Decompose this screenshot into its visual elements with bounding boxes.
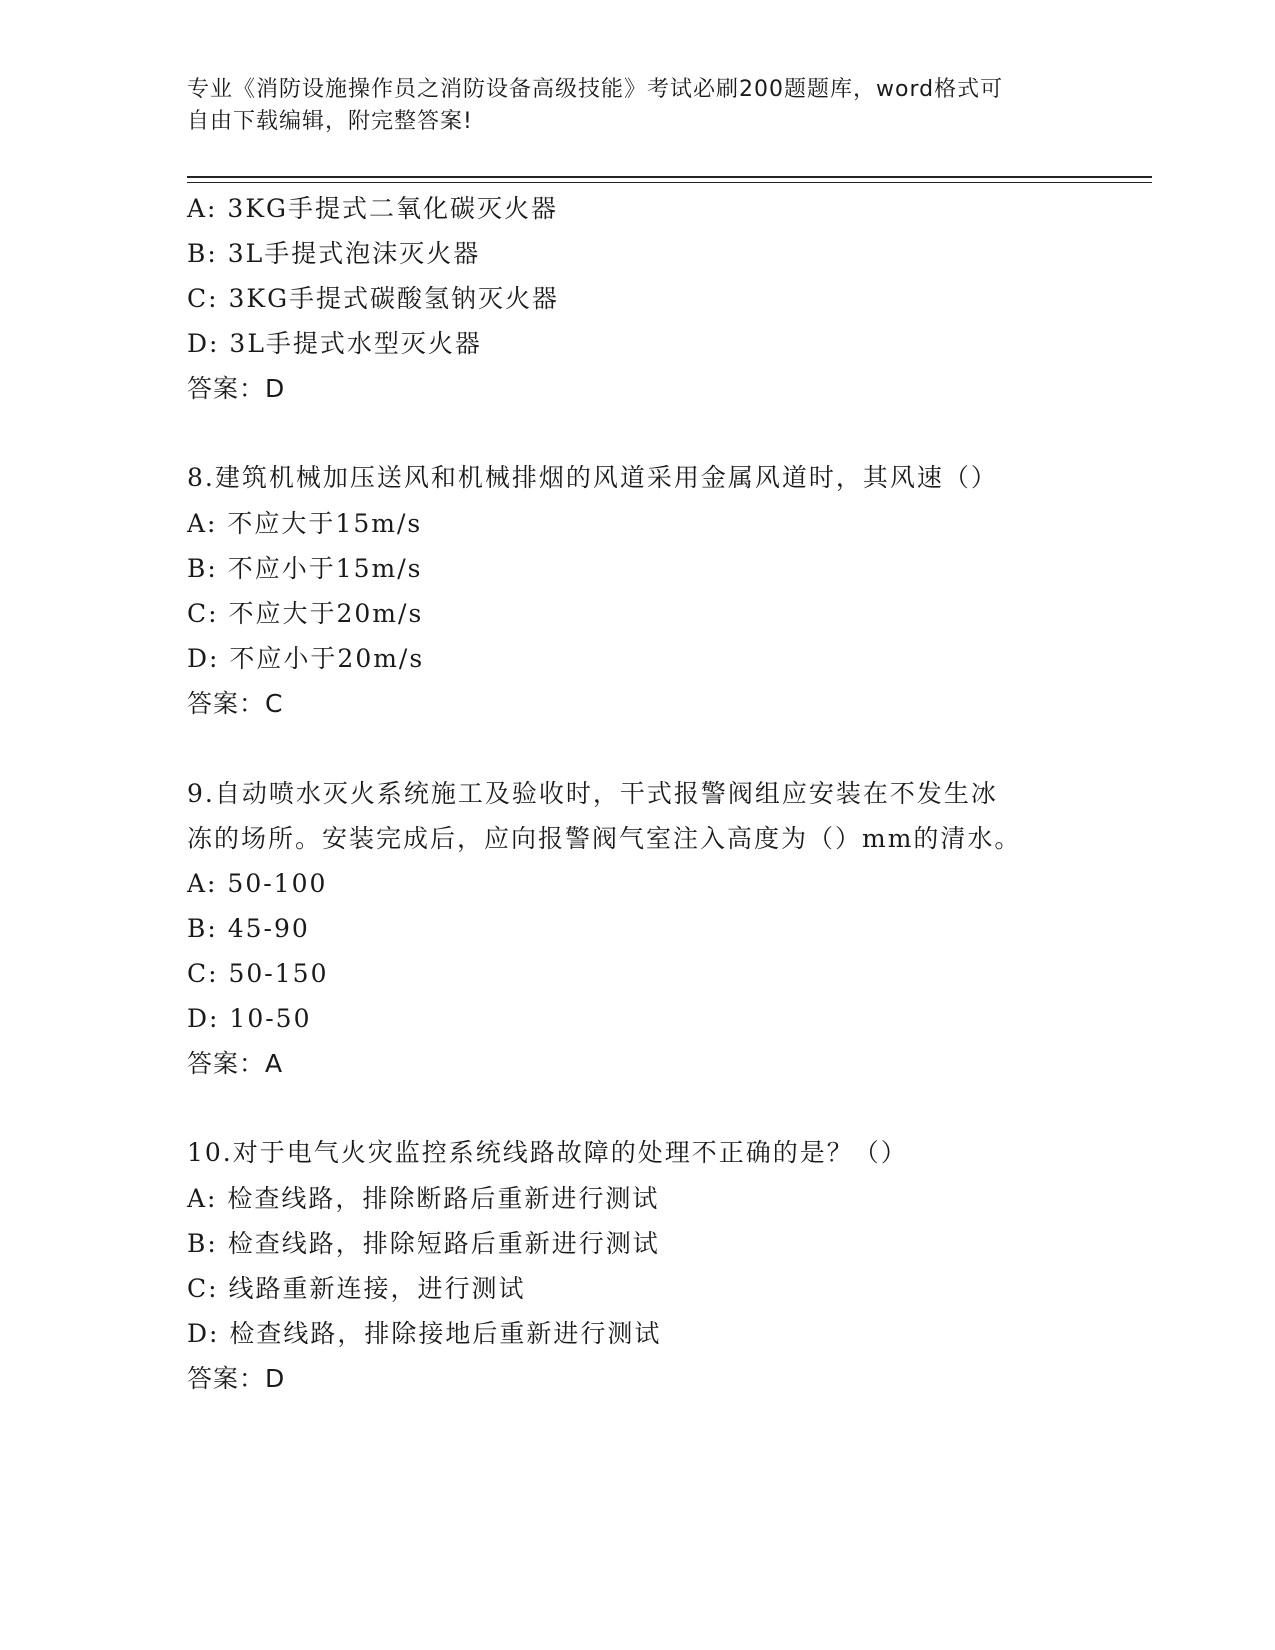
q8-option-c: C: 不应大于20m/s [187,599,424,628]
q9-option-c: C: 50-150 [187,959,329,988]
q8-question: 8.建筑机械加压送风和机械排烟的风道采用金属风道时，其风速（） [187,463,998,492]
q9-option-d: D: 10-50 [187,1004,312,1033]
q9-question-line-1: 9.自动喷水灭火系统施工及验收时，干式报警阀组应安装在不发生冰 [187,779,998,808]
header-line-2: 自由下载编辑，附完整答案! [187,109,473,134]
q10-option-a: A: 检查线路，排除断路后重新进行测试 [187,1184,660,1213]
q9-option-b: B: 45-90 [187,914,310,943]
q9-answer: 答案：A [187,1049,284,1078]
q7-option-d: D: 3L手提式水型灭火器 [187,329,482,358]
q8-answer: 答案：C [187,689,284,718]
q8-option-d: D: 不应小于20m/s [187,644,425,673]
q7-option-c: C: 3KG手提式碳酸氢钠灭火器 [187,284,560,313]
document-header [187,74,1067,138]
q7-answer: 答案：D [187,374,286,403]
q10-option-c: C: 线路重新连接，进行测试 [187,1274,526,1303]
q7-option-b: B: 3L手提式泡沫灭火器 [187,239,481,268]
header-divider-thick [187,176,1152,178]
header-line-1: 专业《消防设施操作员之消防设备高级技能》考试必刷200题题库，word格式可 [187,77,1004,102]
q9-question-line-2: 冻的场所。安装完成后，应向报警阀气室注入高度为（）mm的清水。 [187,824,1022,853]
q7-option-a: A: 3KG手提式二氧化碳灭火器 [187,194,558,223]
q9-option-a: A: 50-100 [187,869,328,898]
header-divider-thin [187,182,1152,183]
q10-option-d: D: 检查线路，排除接地后重新进行测试 [187,1319,662,1348]
q10-answer: 答案：D [187,1364,286,1393]
q10-question: 10.对于电气火灾监控系统线路故障的处理不正确的是？（） [187,1138,908,1167]
q10-option-b: B: 检查线路，排除短路后重新进行测试 [187,1229,660,1258]
q8-option-a: A: 不应大于15m/s [187,509,423,538]
q8-option-b: B: 不应小于15m/s [187,554,423,583]
